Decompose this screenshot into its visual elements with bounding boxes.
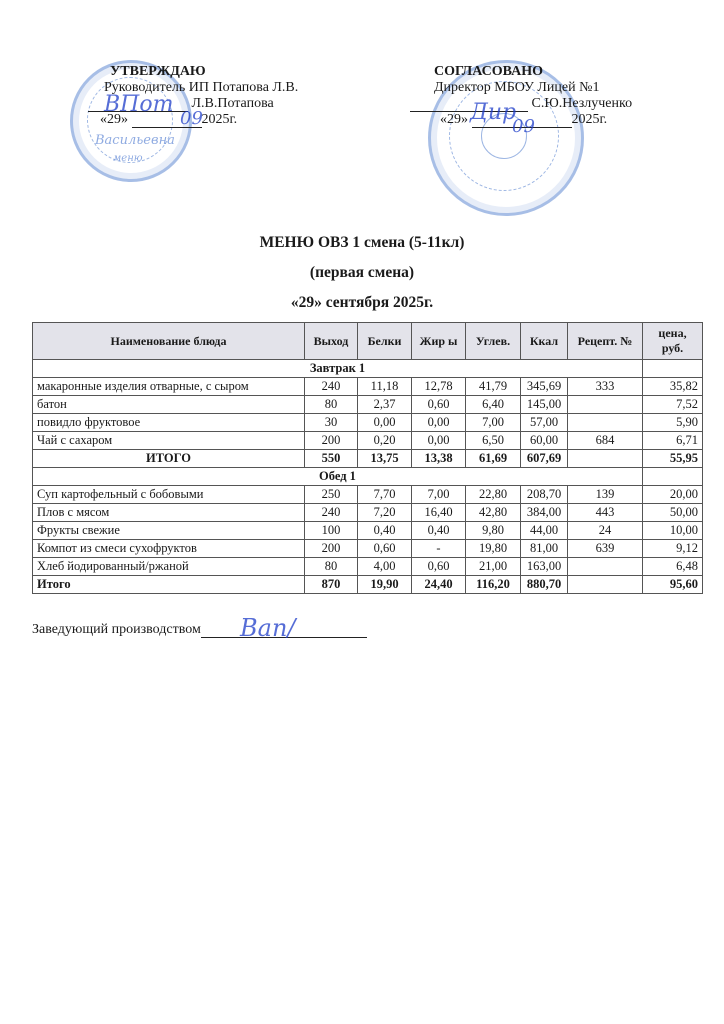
cell-fat: 12,78 [412,378,466,396]
document-date: «29» сентября 2025г. [290,294,434,311]
cell-price: 55,95 [643,450,703,468]
cell-recipe: 333 [568,378,643,396]
table-row [33,414,703,432]
cell-price: 20,00 [643,486,703,504]
table-row [33,522,703,540]
agree-signature: Дир [470,100,517,125]
cell-output: 200 [305,540,358,558]
cell-protein: 7,20 [358,504,412,522]
cell-price: 5,90 [643,414,703,432]
cell-name: Плов с мясом [33,504,305,522]
cell-kcal: 345,69 [521,378,568,396]
table-header-row [33,323,703,360]
section-empty-cell [643,360,703,378]
footer-signature: Ban/ [240,614,296,642]
cell-name: Чай с сахаром [33,432,305,450]
cell-kcal: 145,00 [521,396,568,414]
approve-date-day: «29» [100,112,128,127]
document-title: МЕНЮ ОВЗ 1 смена (5-11кл) [259,234,465,251]
table-row [33,540,703,558]
agree-position: Директор МБОУ Лицей №1 [434,80,600,95]
cell-carbs: 41,79 [466,378,521,396]
cell-output: 870 [305,576,358,594]
section-empty-cell [643,468,703,486]
agree-block [410,64,700,128]
footer-label: Заведующий производством [32,622,201,637]
cell-recipe [568,414,643,432]
approve-date-month: 09 [180,108,203,129]
cell-kcal: 60,00 [521,432,568,450]
cell-carbs: 21,00 [466,558,521,576]
cell-recipe [568,558,643,576]
cell-kcal: 607,69 [521,450,568,468]
cell-output: 240 [305,378,358,396]
cell-name: Итого [33,576,305,594]
cell-price: 35,82 [643,378,703,396]
cell-fat: 24,40 [412,576,466,594]
header-price: цена, руб. [643,323,703,360]
cell-kcal: 44,00 [521,522,568,540]
cell-output: 550 [305,450,358,468]
cell-fat: 0,00 [412,432,466,450]
agree-signature-name: С.Ю.Незлученко [531,96,633,111]
cell-kcal: 880,70 [521,576,568,594]
section-title: Завтрак 1 [33,360,643,378]
cell-fat: 0,60 [412,558,466,576]
cell-protein: 0,20 [358,432,412,450]
total-row [33,450,703,468]
cell-recipe [568,450,643,468]
cell-name: ИТОГО [33,450,305,468]
approve-signature-name: Л.В.Потапова [191,96,274,111]
cell-price: 6,71 [643,432,703,450]
cell-output: 200 [305,432,358,450]
cell-fat: 13,38 [412,450,466,468]
cell-carbs: 19,80 [466,540,521,558]
cell-protein: 4,00 [358,558,412,576]
cell-kcal: 384,00 [521,504,568,522]
cell-recipe: 443 [568,504,643,522]
cell-recipe: 684 [568,432,643,450]
cell-price: 10,00 [643,522,703,540]
cell-kcal: 81,00 [521,540,568,558]
cell-carbs: 22,80 [466,486,521,504]
table-row [33,504,703,522]
header-fat: Жир ы [412,323,466,360]
cell-protein: 2,37 [358,396,412,414]
agree-signature-line [410,96,700,112]
cell-kcal: 163,00 [521,558,568,576]
cell-protein: 0,00 [358,414,412,432]
agree-date-month: 09 [512,116,535,137]
left-stamp-sub: меню [113,153,143,164]
cell-price: 7,52 [643,396,703,414]
cell-carbs: 6,40 [466,396,521,414]
cell-name: повидло фруктовое [33,414,305,432]
cell-output: 100 [305,522,358,540]
cell-fat: 0,60 [412,396,466,414]
cell-recipe: 24 [568,522,643,540]
footer [32,622,367,638]
cell-price: 50,00 [643,504,703,522]
approve-date-year: 2025г. [201,112,238,127]
cell-output: 80 [305,396,358,414]
document-subtitle: (первая смена) [309,264,415,281]
left-stamp-text: Васильевна [95,133,175,148]
header-name: Наименование блюда [33,323,305,360]
agree-title: СОГЛАСОВАНО [434,64,543,79]
cell-protein: 19,90 [358,576,412,594]
cell-fat: 0,40 [412,522,466,540]
section-row [33,360,703,378]
cell-name: Хлеб йодированный/ржаной [33,558,305,576]
menu-table [32,322,703,594]
cell-name: Фрукты свежие [33,522,305,540]
table-row [33,378,703,396]
cell-fat: - [412,540,466,558]
cell-output: 80 [305,558,358,576]
approve-signature: ВПот [104,92,174,117]
agree-date-day: «29» [440,112,468,127]
table-row [33,432,703,450]
cell-carbs: 61,69 [466,450,521,468]
cell-output: 240 [305,504,358,522]
cell-output: 30 [305,414,358,432]
cell-kcal: 208,70 [521,486,568,504]
cell-price: 95,60 [643,576,703,594]
header-protein: Белки [358,323,412,360]
cell-output: 250 [305,486,358,504]
header-recipe: Рецепт. № [568,323,643,360]
cell-carbs: 116,20 [466,576,521,594]
cell-recipe [568,576,643,594]
cell-name: макаронные изделия отварные, с сыром [33,378,305,396]
cell-fat: 16,40 [412,504,466,522]
cell-recipe: 639 [568,540,643,558]
cell-name: батон [33,396,305,414]
approve-position: Руководитель ИП Потапова Л.В. [104,80,299,95]
section-title: Обед 1 [33,468,643,486]
cell-price: 9,12 [643,540,703,558]
header-carbs: Углев. [466,323,521,360]
cell-fat: 7,00 [412,486,466,504]
cell-carbs: 9,80 [466,522,521,540]
header-kcal: Ккал [521,323,568,360]
cell-name: Компот из смеси сухофруктов [33,540,305,558]
cell-protein: 0,60 [358,540,412,558]
cell-recipe [568,396,643,414]
table-row [33,486,703,504]
section-row [33,468,703,486]
agree-date-line [410,112,700,128]
cell-recipe: 139 [568,486,643,504]
table-row [33,396,703,414]
cell-protein: 0,40 [358,522,412,540]
cell-carbs: 6,50 [466,432,521,450]
cell-fat: 0,00 [412,414,466,432]
cell-protein: 13,75 [358,450,412,468]
cell-price: 6,48 [643,558,703,576]
total-row [33,576,703,594]
cell-name: Суп картофельный с бобовыми [33,486,305,504]
table-body [33,360,703,594]
agree-date-year: 2025г. [571,112,608,127]
header-output: Выход [305,323,358,360]
table-row [33,558,703,576]
cell-carbs: 7,00 [466,414,521,432]
approve-title: УТВЕРЖДАЮ [110,64,206,79]
cell-kcal: 57,00 [521,414,568,432]
cell-carbs: 42,80 [466,504,521,522]
cell-protein: 7,70 [358,486,412,504]
cell-protein: 11,18 [358,378,412,396]
